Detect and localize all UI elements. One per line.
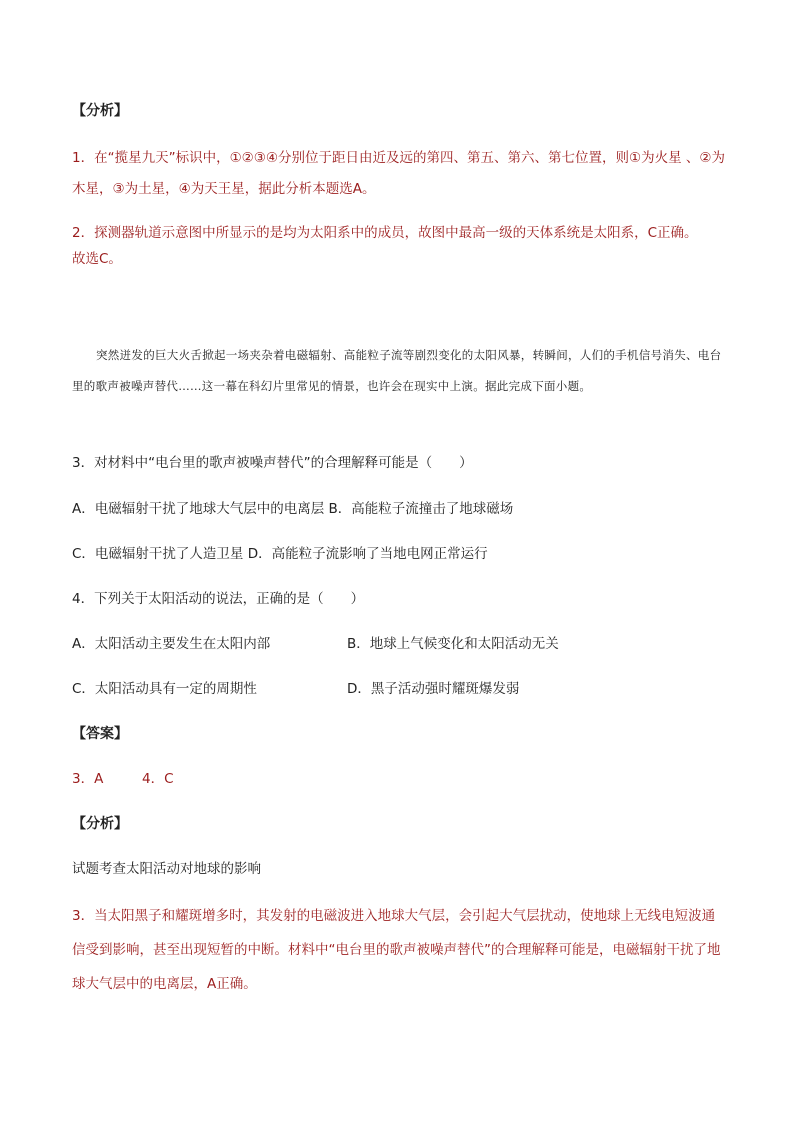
passage — [72, 340, 722, 402]
question-3-options-line1 — [72, 496, 727, 522]
analysis-item-1 — [72, 143, 727, 205]
analysis-item-1-text: 1．在“揽星九天”标识中，①②③④分别位于距日由近及远的第四、第五、第六、第七位置，则①为火星 、②为木星，③为土星，④为天王星，据此分析本题选A。 — [72, 150, 725, 197]
answer-4: 4．C — [142, 771, 174, 787]
question-4-option-d: D．黑子活动强时耀斑爆发弱 — [347, 681, 520, 697]
analysis-item-2 — [72, 220, 727, 272]
answer-values — [72, 766, 727, 792]
analysis-item-2-line1: 2．探测器轨道示意图中所显示的是均为太阳系中的成员，故图中最高一级的天体系统是太阳系，C正确。 — [72, 225, 698, 241]
analysis-item-2-line2: 故选C。 — [72, 251, 122, 267]
question-4-options-row2 — [72, 676, 727, 702]
question-4-option-c: C．太阳活动具有一定的周期性 — [72, 681, 257, 697]
question-4-option-b: B．地球上气候变化和太阳活动无关 — [347, 636, 559, 652]
analysis-detail-text: 3．当太阳黑子和耀斑增多时，其发射的电磁波进入地球大气层，会引起大气层扰动，使地球上无线电短波通信受到影响，甚至出现短暂的中断。材料中“电台里的歌声被噪声替代”的合理解释可能是，电磁辐射干扰了地球大气层中的电离层，A正确。 — [72, 908, 721, 992]
question-4 — [72, 586, 727, 612]
answer-3: 3．A — [72, 771, 104, 787]
analysis-intro — [72, 856, 727, 882]
analysis-heading: 【分析】 — [72, 103, 128, 119]
question-4-option-a: A．太阳活动主要发生在太阳内部 — [72, 636, 271, 652]
analysis-heading-2: 【分析】 — [72, 816, 128, 832]
question-4-stem: 4．下列关于太阳活动的说法，正确的是（ ） — [72, 591, 365, 607]
analysis-section-1 — [72, 98, 727, 124]
question-3-options-ab: A．电磁辐射干扰了地球大气层中的电离层 B．高能粒子流撞击了地球磁场 — [72, 501, 514, 517]
passage-text: 突然迸发的巨大火舌掀起一场夹杂着电磁辐射、高能粒子流等剧烈变化的太阳风暴，转瞬间，人们的手机信号消失、电台里的歌声被噪声替代……这一幕在科幻片里常见的情景，也许会在现实中上演。据此完成下面小题。 — [72, 348, 722, 393]
analysis-detail — [72, 899, 727, 1001]
question-3 — [72, 450, 727, 476]
question-3-options-cd: C．电磁辐射干扰了人造卫星 D．高能粒子流影响了当地电网正常运行 — [72, 546, 488, 562]
question-3-stem: 3．对材料中“电台里的歌声被噪声替代”的合理解释可能是（ ） — [72, 455, 473, 471]
question-4-options-row1 — [72, 631, 727, 657]
question-3-options-line2 — [72, 541, 727, 567]
answer-heading: 【答案】 — [72, 726, 128, 742]
analysis-section-2 — [72, 811, 727, 837]
analysis-intro-text: 试题考查太阳活动对地球的影响 — [72, 861, 261, 877]
answer-section — [72, 721, 727, 747]
